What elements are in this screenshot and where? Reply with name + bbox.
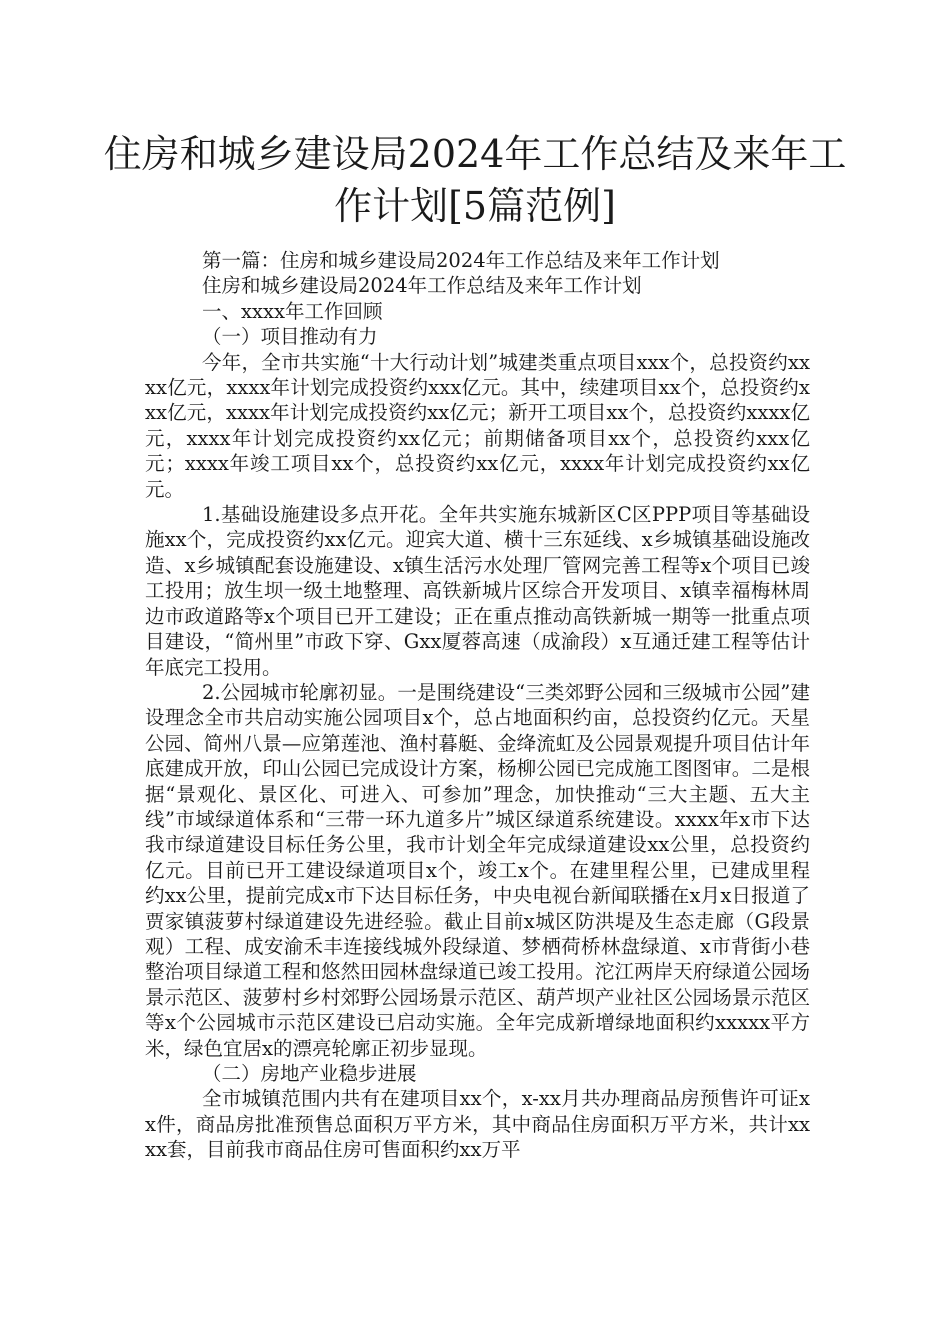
paragraph: 2.公园城市轮廓初显。一是围绕建设“三类郊野公园和三级城市公园”建设理念全市共启动实施公园项目x个，总占地面积约亩，总投资约亿元。天星公园、简州八景—应第莲池、渔村暮艇、金绛流虹及公园景观提升项目估计年底建成开放，印山公园已完成设计方案，杨柳公园已完成施工图图审。二是根据“景观化、景区化、可进入、可参加”理念，加快推动“三大主题、五大主线”市域绿道体系和“三带一环九道多片”城区绿道系统建设。xxxx年x市下达我市绿道建设目标任务公里，我市计划全年完成绿道建设xx公里，总投资约亿元。目前已开工建设绿道项目x个，竣工x个。在建里程公里，已建成里程约xx公里，提前完成x市下达目标任务，中央电视台新闻联播在x月x日报道了贾家镇菠萝村绿道建设先进经验。截止目前x城区防洪堤及生态走廊（G段景观）工程、成安渝禾丰连接线城外段绿道、梦栖荷桥林盘绿道、x市背街小巷整治项目绿道工程和悠然田园林盘绿道已竣工投用。沱江两岸天府绿道公园场景示范区、菠萝村乡村郊野公园场景示范区、葫芦坝产业社区公园场景示范区等x个公园城市示范区建设已启动实施。全年完成新增绿地面积约xxxxx平方米，绿色宜居x的漂亮轮廓正初步显现。 <box>145 680 810 1060</box>
document-title: 住房和城乡建设局2024年工作总结及来年工作计划[5篇范例] <box>103 132 847 228</box>
paragraph: 今年，全市共实施“十大行动计划”城建类重点项目xxx个，总投资约xxxx亿元，xxxx年计划完成投资约xxx亿元。其中，续建项目xx个，总投资约xxx亿元，xxxx年计划完成投资约xx亿元；新开工项目xx个，总投资约xxxx亿元，xxxx年计划完成投资约xx亿元；前期储备项目xx个，总投资约xxx亿元；xxxx年竣工项目xx个，总投资约xx亿元，xxxx年计划完成投资约xx亿元。 <box>145 350 810 501</box>
document-body <box>145 248 810 1163</box>
part-heading: 一、xxxx年工作回顾 <box>202 299 383 323</box>
section-heading: 住房和城乡建设局2024年工作总结及来年工作计划 <box>202 274 642 298</box>
chapter-heading: 第一篇：住房和城乡建设局2024年工作总结及来年工作计划 <box>202 249 720 272</box>
paragraph: 全市城镇范围内共有在建项目xx个，x-xx月共办理商品房预售许可证xx件，商品房批准预售总面积万平方米，其中商品住房面积万平方米，共计xxxx套，目前我市商品住房可售面积约xx万平 <box>145 1087 810 1162</box>
paragraph: 1.基础设施建设多点开花。全年共实施东城新区C区PPP项目等基础设施xx个，完成投资约xx亿元。迎宾大道、横十三东延线、x乡城镇基础设施改造、x乡城镇配套设施建设、x镇生活污水处理厂管网完善工程等x个项目已竣工投用；放生坝一级土地整理、高铁新城片区综合开发项目、x镇幸福梅林周边市政道路等x个项目已开工建设；正在重点推动高铁新城一期等一批重点项目建设，“简州里”市政下穿、Gxx厦蓉高速（成渝段）x互通迁建工程等估计年底完工投用。 <box>145 503 810 679</box>
subsection-heading: （一）项目推动有力 <box>202 325 378 349</box>
subsection-heading: （二）房地产业稳步进展 <box>202 1062 417 1085</box>
